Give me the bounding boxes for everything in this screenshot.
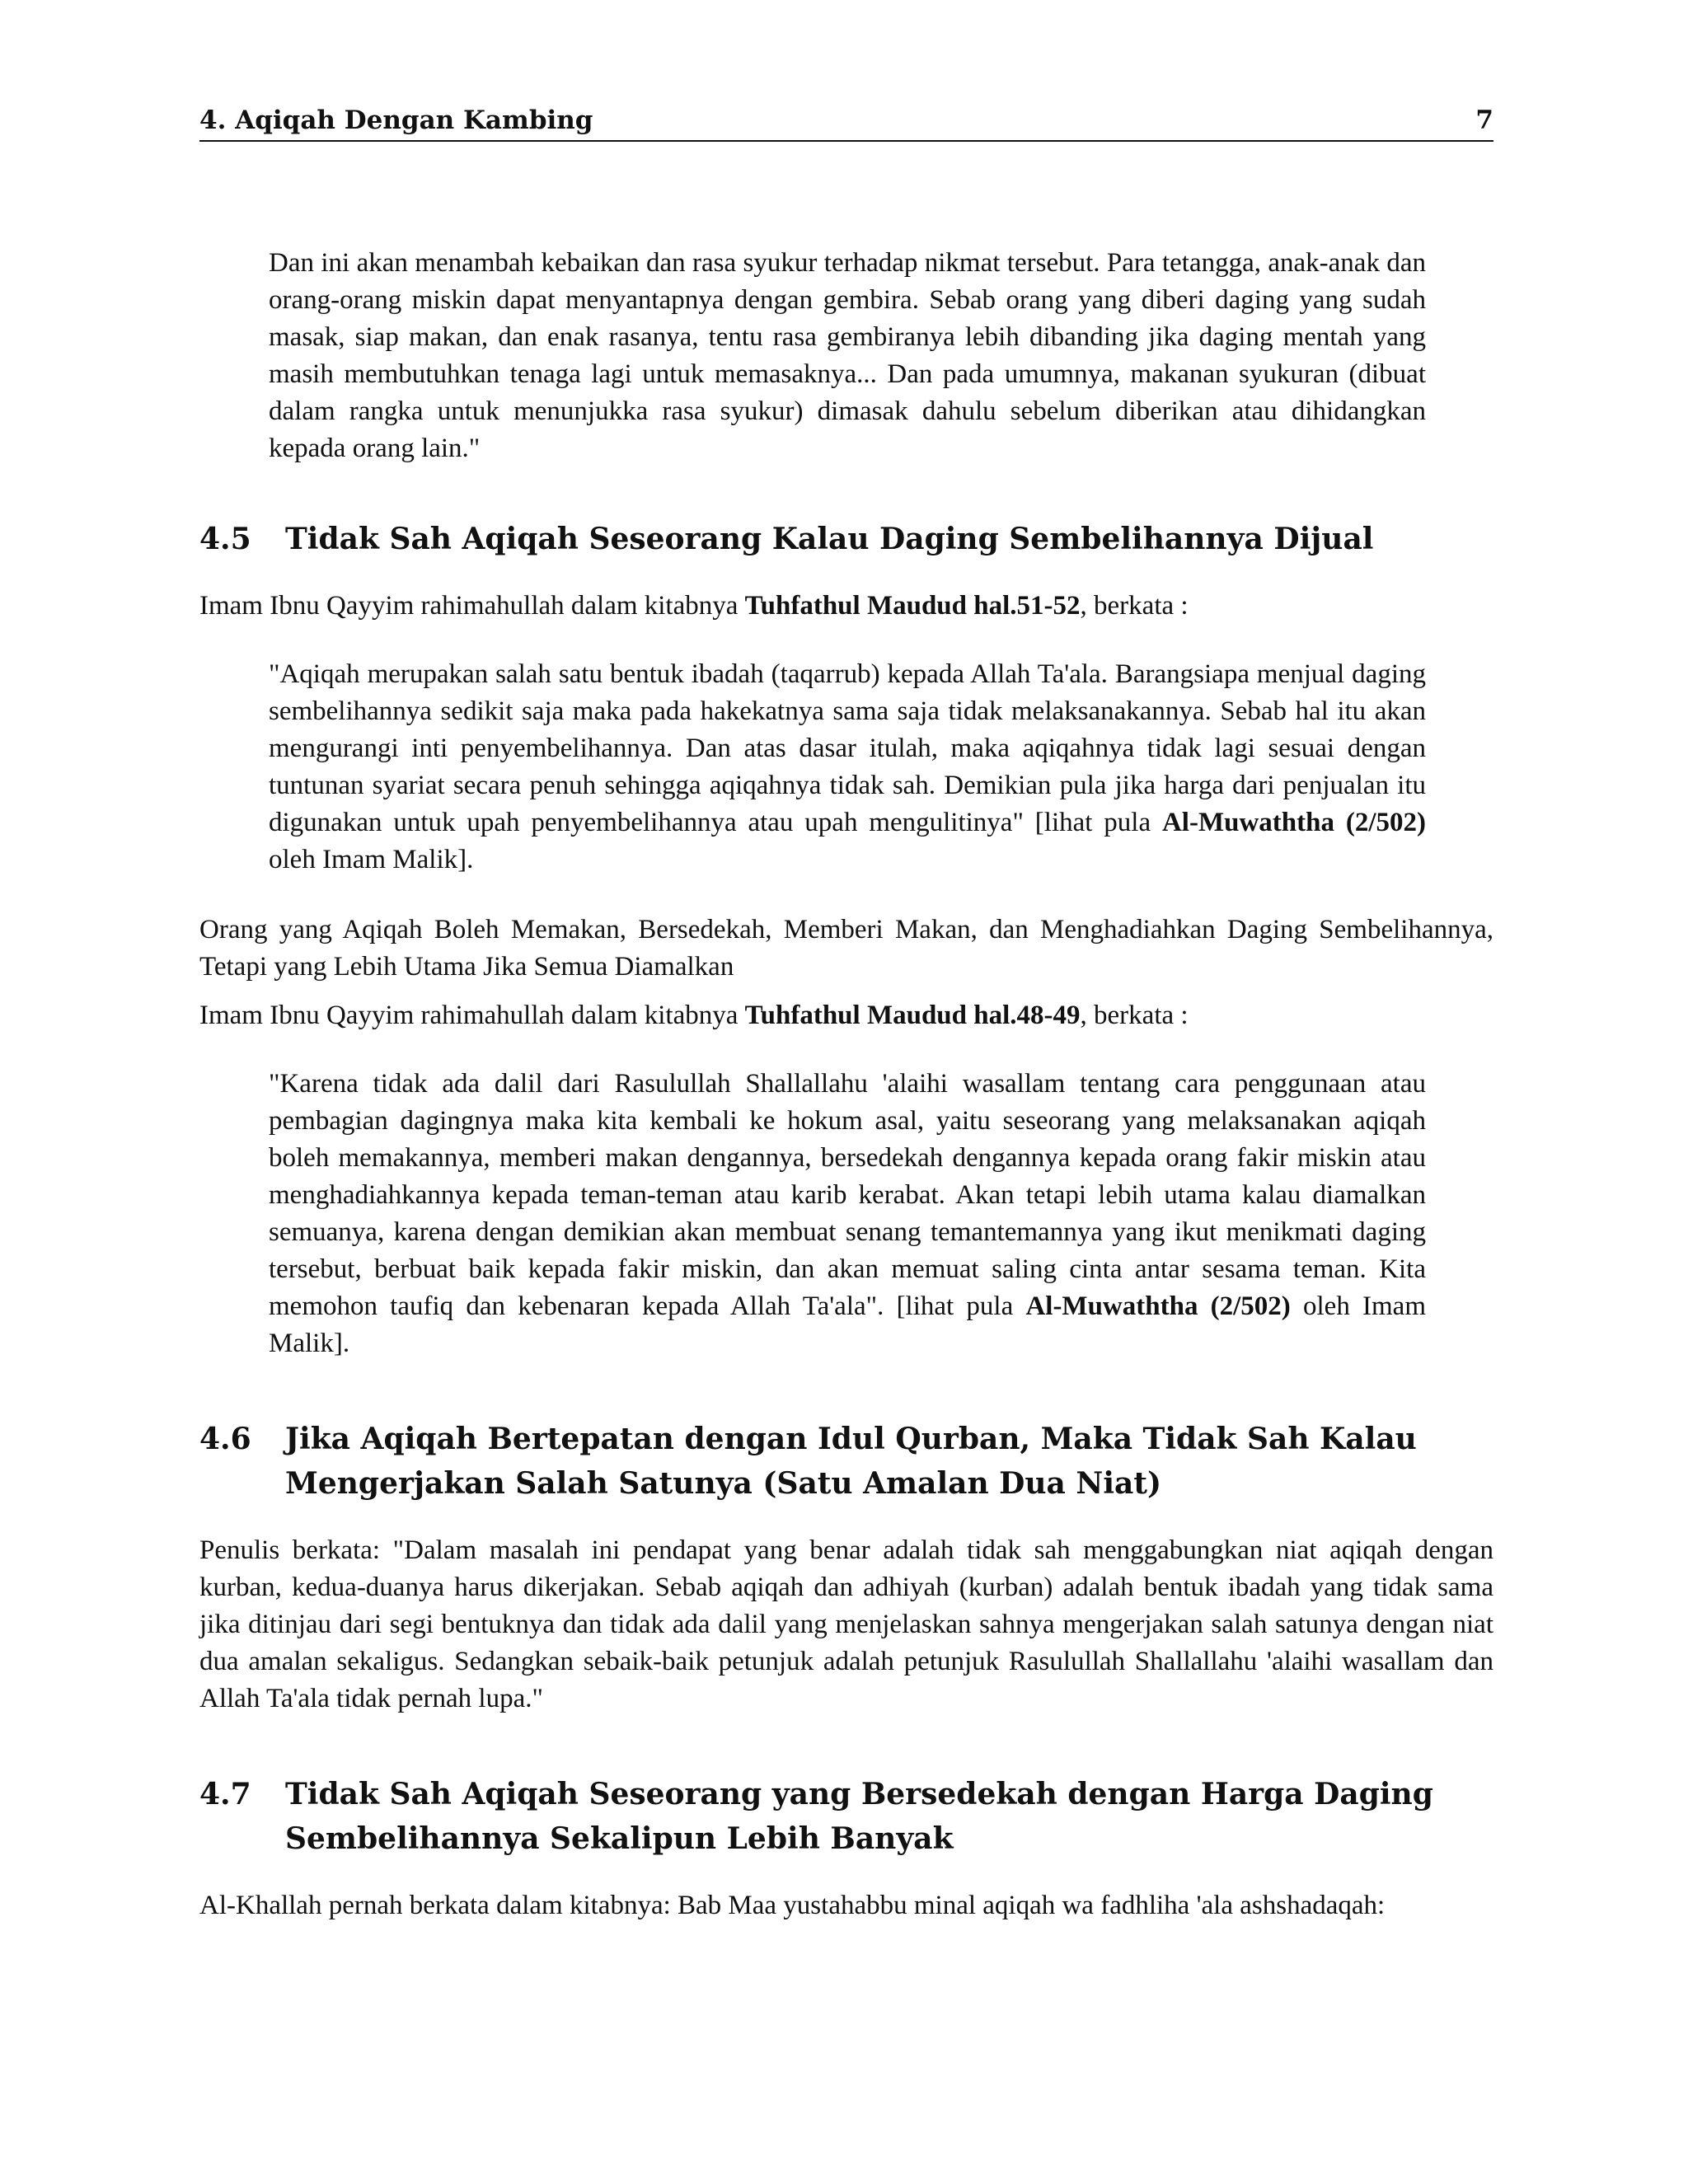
quote-text: oleh Imam Malik]. [269, 845, 474, 874]
section-number: 4.6 [199, 1422, 251, 1456]
page-number: 7 [1475, 105, 1493, 135]
citation-text: Imam Ibnu Qayyim rahimahullah dalam kitabnya [199, 1001, 745, 1030]
section-title: Tidak Sah Aqiqah Seseorang yang Bersedekah dengan Harga Daging Sembelihannya Sekalipun Lebih Banyak [285, 1777, 1433, 1856]
body-paragraph: Penulis berkata: "Dalam masalah ini pendapat yang benar adalah tidak sah menggabungkan niat aqiqah dengan kurban, kedua-duanya harus dikerjakan. Sebab aqiqah dan adhiyah (kurban) adalah bentuk ibadah yang tidak sama jika ditinjau dari segi bentuknya dan tidak ada dalil yang menjelaskan sahnya mengerjakan salah satunya dengan niat dua amalan sekaligus. Sedangkan sebaik-baik petunjuk adalah petunjuk Rasulullah Shallallahu 'alaihi wasallam dan Allah Ta'ala tidak pernah lupa." [199, 1535, 1493, 1713]
intro-quote: Dan ini akan menambah kebaikan dan rasa syukur terhadap nikmat tersebut. Para tetangga, anak-anak dan orang-orang miskin dapat menyantapnya dengan gembira. Sebab orang yang diberi daging yang sudah masak, siap makan, dan enak rasanya, tentu rasa gembiranya lebih dibanding jika daging mentah yang masih membutuhkan tenaga lagi untuk memasaknya... Dan pada umumnya, makanan syukuran (dibuat dalam rangka untuk menunjukka rasa syukur) dimasak dahulu sebelum diberikan atau dihidangkan kepada orang lain." [269, 248, 1426, 463]
citation-source: Tuhfathul Maudud hal.51-52 [744, 591, 1081, 621]
section-heading-4-5 [199, 517, 1493, 561]
subheading-paragraph: Orang yang Aqiqah Boleh Memakan, Bersedekah, Memberi Makan, dan Menghadiahkan Daging Sembelihannya, Tetapi yang Lebih Utama Jika Semua Diamalkan [199, 915, 1493, 982]
section-number: 4.7 [199, 1777, 251, 1811]
section-heading-4-7 [199, 1772, 1493, 1861]
section-title: Tidak Sah Aqiqah Seseorang Kalau Daging Sembelihannya Dijual [285, 522, 1374, 556]
block-quote [269, 656, 1426, 879]
body-paragraph: Al-Khallah pernah berkata dalam kitabnya: Bab Maa yustahabbu minal aqiqah wa fadhliha 'ala ashshadaqah: [199, 1891, 1386, 1920]
chapter-title: 4. Aqiqah Dengan Kambing [199, 105, 593, 135]
section-title: Jika Aqiqah Bertepatan dengan Idul Qurban, Maka Tidak Sah Kalau Mengerjakan Salah Satunya (Satu Amalan Dua Niat) [285, 1422, 1417, 1501]
block-quote [269, 1066, 1426, 1362]
citation-text: Imam Ibnu Qayyim rahimahullah dalam kitabnya [199, 591, 745, 621]
section-number: 4.5 [199, 522, 251, 556]
running-header [199, 105, 1493, 142]
quote-reference: Al-Muwaththa (2/502) [1161, 808, 1426, 837]
citation-paragraph [199, 997, 1493, 1034]
citation-paragraph [199, 588, 1493, 625]
document-page [199, 105, 1493, 1924]
citation-text: , berkata : [1080, 591, 1189, 621]
citation-source: Tuhfathul Maudud hal.48-49 [744, 1001, 1081, 1030]
citation-text: , berkata : [1080, 1001, 1189, 1030]
quote-text: oleh Imam Malik]. [269, 1291, 1426, 1358]
section-heading-4-6 [199, 1417, 1493, 1506]
quote-text: "Karena tidak ada dalil dari Rasulullah Shallallahu 'alaihi wasallam tentang cara penggunaan atau pembagian dagingnya maka kita kembali ke hokum asal, yaitu seseorang yang melaksanakan aqiqah boleh memakannya, memberi makan dengannya, bersedekah dengannya kepada orang fakir miskin atau menghadiahkannya kepada teman-teman atau karib kerabat. Akan tetapi lebih utama kalau diamalkan semuanya, karena dengan demikian akan membuat senang temantemannya yang ikut menikmati daging tersebut, berbuat baik kepada fakir miskin, dan akan memuat saling cinta antar sesama teman. Kita memohon taufiq dan kebenaran kepada Allah Ta'ala". [lihat pula [269, 1069, 1426, 1321]
quote-reference: Al-Muwaththa (2/502) [1025, 1291, 1291, 1321]
quote-text: "Aqiqah merupakan salah satu bentuk ibadah (taqarrub) kepada Allah Ta'ala. Barangsiapa menjual daging sembelihannya sedikit saja maka pada hakekatnya sama saja tidak melaksanakannya. Sebab hal itu akan mengurangi inti penyembelihannya. Dan atas dasar itulah, maka aqiqahnya tidak lagi sesuai dengan tuntunan syariat secara penuh sehingga aqiqahnya tidak sah. Demikian pula jika harga dari penjualan itu digunakan untuk upah penyembelihannya atau upah mengulitinya" [lihat pula [269, 659, 1426, 837]
